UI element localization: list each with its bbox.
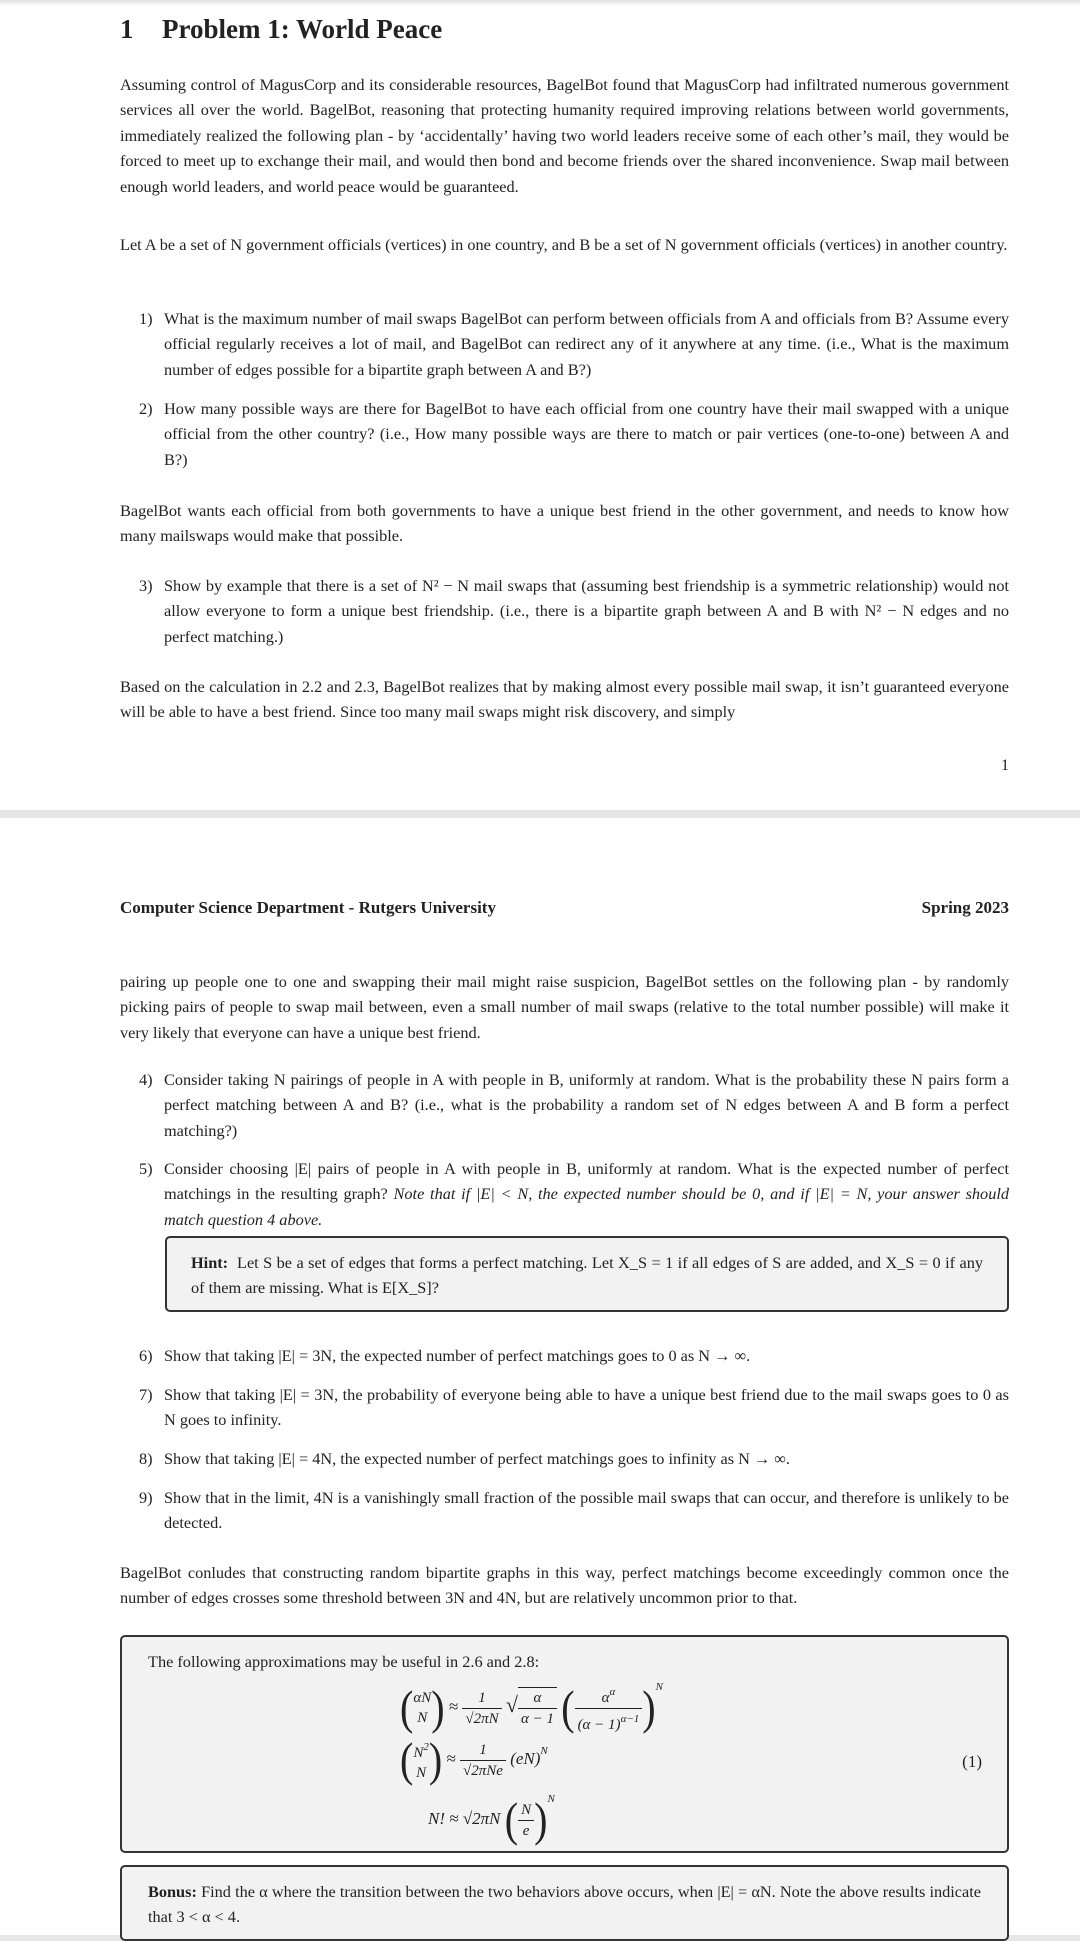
based-paragraph: Based on the calculation in 2.2 and 2.3, BagelBot realizes that by making almost every possible mail swap, it isn’t guaranteed everyone will be able to have a best friend. Since too many mail swaps might risk discovery, and simply [120, 677, 1009, 722]
bonus-box [120, 1865, 1009, 1941]
question-text-wrapper [164, 1156, 1009, 1232]
hint-box [165, 1236, 1009, 1312]
intro-paragraph: Assuming control of MagusCorp and its considerable resources, BagelBot found that MagusCorp had infiltrated numerous government services all over the world. BagelBot, reasoning that protecting humanity required improving relations between world governments, immediately realized the following plan - by ‘accidentally’ having two world leaders receive some of each other’s mail, they would be forced to meet up to exchange their mail, and would then bond and become friends over the shared inconvenience. Swap mail between enough world leaders, and world peace would be guaranteed. [120, 75, 1009, 196]
section-heading [120, 14, 442, 45]
question-8 [139, 1446, 1009, 1471]
question-number: 7) [139, 1385, 153, 1404]
question-text: Consider taking N pairings of people in A with people in B, uniformly at random. What is the probability these N pairs form a perfect matching between A and B? (i.e., what is the probability a random set of N edges between A and B form a perfect matching?) [164, 1070, 1009, 1140]
question-1 [139, 306, 1009, 382]
section-number: 1 [120, 14, 134, 44]
question-text: Consider choosing |E| pairs of people in A with people in B, uniformly at random. What is the expected number of perfect matchings in the resulting graph? [164, 1159, 1009, 1204]
equation-number: (1) [962, 1752, 982, 1771]
question-text: Show that taking |E| = 3N, the probability of everyone being able to have a unique best friend due to the mail swaps goes to 0 as N goes to infinity. [164, 1385, 1009, 1430]
equation-stirling: N! ≈ √2πN ( $\frac{N}{e}$ )$^N$ [428, 1792, 555, 1847]
approximations-box [120, 1635, 1009, 1853]
question-text: Show that taking |E| = 4N, the expected number of perfect matchings goes to infinity as N → ∞. [164, 1449, 790, 1468]
question-number: 3) [139, 576, 153, 595]
question-text: Show that in the limit, 4N is a vanishingly small fraction of the possible mail swaps that can occur, and therefore is unlikely to be detected. [164, 1488, 1009, 1533]
question-number: 8) [139, 1449, 153, 1468]
page-number: 1 [1001, 757, 1009, 774]
page-2 [0, 818, 1080, 1935]
question-number: 5) [139, 1159, 153, 1178]
question-2 [139, 396, 1009, 472]
question-number: 2) [139, 399, 153, 418]
question-text: What is the maximum number of mail swaps BagelBot can perform between officials from A and officials from B? Assume every official regularly receives a lot of mail, and BagelBot can redirect any of it anywhere at any time. (i.e., What is the maximum number of edges possible for a bipartite graph between A and B?) [164, 309, 1009, 379]
question-number: 1) [139, 309, 153, 328]
question-3 [139, 573, 1009, 649]
question-text: Show by example that there is a set of N² − N mail swaps that (assuming best friendship is a symmetric relationship) would not allow everyone to form a unique best friendship. (i.e., there is a bipartite graph between A and B with N² − N edges and no perfect matching.) [164, 576, 1009, 646]
question-number: 4) [139, 1070, 153, 1089]
conclude-paragraph: BagelBot conludes that constructing random bipartite graphs in this way, perfect matchings become exceedingly common once the number of edges crosses some threshold between 3N and 4N, but are relatively uncommon prior to that. [120, 1563, 1009, 1608]
hint-label: Hint: [191, 1253, 229, 1272]
question-number: 9) [139, 1488, 153, 1507]
section-title: Problem 1: World Peace [162, 14, 443, 44]
header-department: Computer Science Department - Rutgers University [120, 898, 496, 917]
question-9 [139, 1485, 1009, 1536]
bonus-label: Bonus: [148, 1882, 197, 1901]
hint-text: Let S be a set of edges that forms a perfect matching. Let X_S = 1 if all edges of S are added, and X_S = 0 if any of them are missing. What is E[X_S]? [191, 1253, 984, 1298]
question-note: Note that if |E| < N, the expected number should be 0, and if |E| = N, your answer should match question 4 above. [164, 1184, 1010, 1229]
page-top-shadow [0, 0, 1080, 6]
question-number: 6) [139, 1346, 153, 1365]
setup-paragraph: Let A be a set of N government officials (vertices) in one country, and B be a set of N government officials (vertices) in another country. [120, 235, 1008, 254]
equation-binom-n-squared: ( $N^2$ N ) ≈ $\frac{1}{\text{√2πNe}}$ (eN)$^N$ [400, 1732, 548, 1787]
approximations-intro: The following approximations may be useful in 2.6 and 2.8: [148, 1652, 540, 1671]
friend-paragraph: BagelBot wants each official from both governments to have a unique best friend in the other government, and needs to know how many mailswaps would make that possible. [120, 501, 1009, 546]
question-text: How many possible ways are there for BagelBot to have each official from one country have their mail swapped with a unique official from the other country? (i.e., How many possible ways are there to match or pair vertices (one-to-one) between A and B?) [164, 399, 1009, 469]
question-4 [139, 1067, 1009, 1143]
bonus-text: Find the α where the transition between the two behaviors above occurs, when |E| = αN. Note the above results indicate that 3 < α < 4. [148, 1882, 982, 1927]
page-1 [0, 0, 1080, 810]
header-term: Spring 2023 [921, 898, 1009, 917]
question-6 [139, 1343, 1009, 1368]
continued-paragraph: pairing up people one to one and swapping their mail might raise suspicion, BagelBot settles on the following plan - by randomly picking pairs of people to swap mail between, even a small number of mail swaps (relative to the total number possible) will make it very likely that everyone can have a unique best friend. [120, 972, 1009, 1042]
question-5 [139, 1156, 1009, 1232]
question-text: Show that taking |E| = 3N, the expected number of perfect matchings goes to 0 as N → ∞. [164, 1346, 751, 1365]
question-7 [139, 1382, 1009, 1433]
equation-binom-alpha: ( αN N ) ≈ $\frac{1}{√2\pi N}$ √ $\frac{\alpha}{\alpha - 1}$ ( $\frac{\alpha^\alpha}{(\alpha - 1)^{\alpha-1}}$ )$^N$ [400, 1680, 663, 1735]
